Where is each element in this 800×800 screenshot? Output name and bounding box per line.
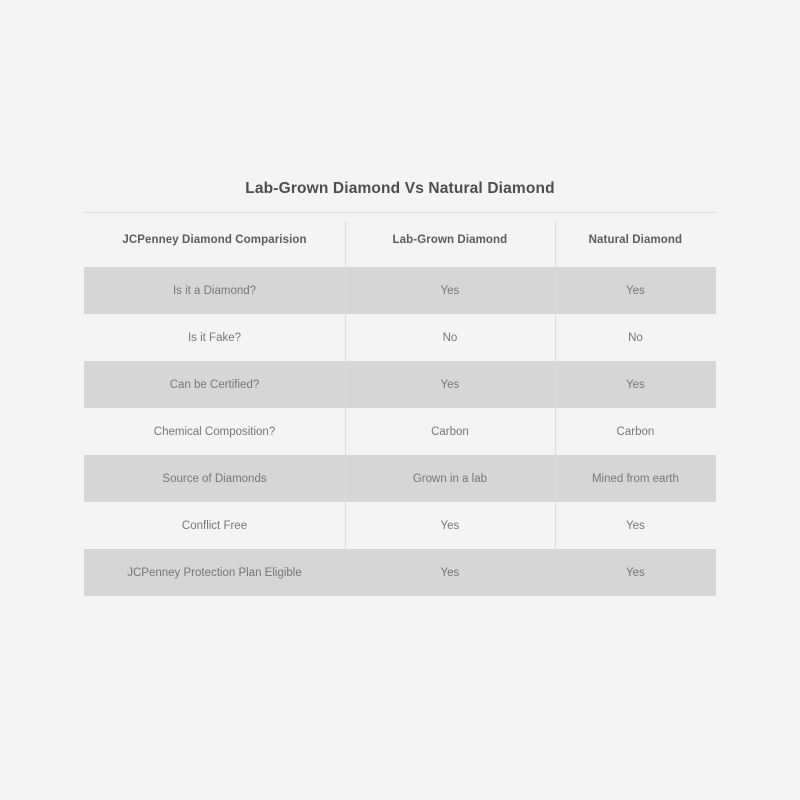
table-header xyxy=(84,213,716,267)
row-label: Is it a Diamond? xyxy=(84,267,345,314)
row-label: Source of Diamonds xyxy=(84,455,345,502)
table-row xyxy=(84,408,716,455)
row-value-natural: Yes xyxy=(555,267,716,314)
table-row xyxy=(84,361,716,408)
row-value-natural: Yes xyxy=(555,549,716,596)
column-header-natural: Natural Diamond xyxy=(588,234,683,246)
diamond-comparison-table xyxy=(84,213,716,596)
column-divider-2 xyxy=(555,221,556,551)
row-value-lab-grown: Carbon xyxy=(431,425,469,438)
page-title: Lab-Grown Diamond Vs Natural Diamond xyxy=(84,180,716,213)
row-value-natural: Yes xyxy=(555,361,716,408)
column-divider-1 xyxy=(345,221,346,551)
row-value-natural: Carbon xyxy=(616,425,655,438)
table-row xyxy=(84,549,716,596)
row-label: Is it Fake? xyxy=(187,331,242,344)
row-label: Can be Certified? xyxy=(84,361,345,408)
row-value-natural: No xyxy=(628,331,643,344)
table-row xyxy=(84,455,716,502)
row-value-natural: Yes xyxy=(626,519,645,532)
column-header-feature: JCPenney Diamond Comparision xyxy=(122,234,307,246)
table-row xyxy=(84,502,716,549)
table-row xyxy=(84,267,716,314)
column-header-lab-grown: Lab-Grown Diamond xyxy=(392,234,508,246)
row-value-lab-grown: Yes xyxy=(345,361,555,408)
row-value-lab-grown: Yes xyxy=(440,519,460,532)
comparison-table-container xyxy=(84,180,716,596)
table-row xyxy=(84,314,716,361)
row-value-natural: Mined from earth xyxy=(555,455,716,502)
row-value-lab-grown: Grown in a lab xyxy=(345,455,555,502)
row-label: Conflict Free xyxy=(181,519,248,532)
row-value-lab-grown: No xyxy=(442,331,458,344)
row-label: JCPenney Protection Plan Eligible xyxy=(84,549,345,596)
table-body xyxy=(84,267,716,596)
row-label: Chemical Composition? xyxy=(153,425,276,438)
row-value-lab-grown: Yes xyxy=(345,549,555,596)
table-header-row xyxy=(84,213,716,267)
row-value-lab-grown: Yes xyxy=(345,267,555,314)
